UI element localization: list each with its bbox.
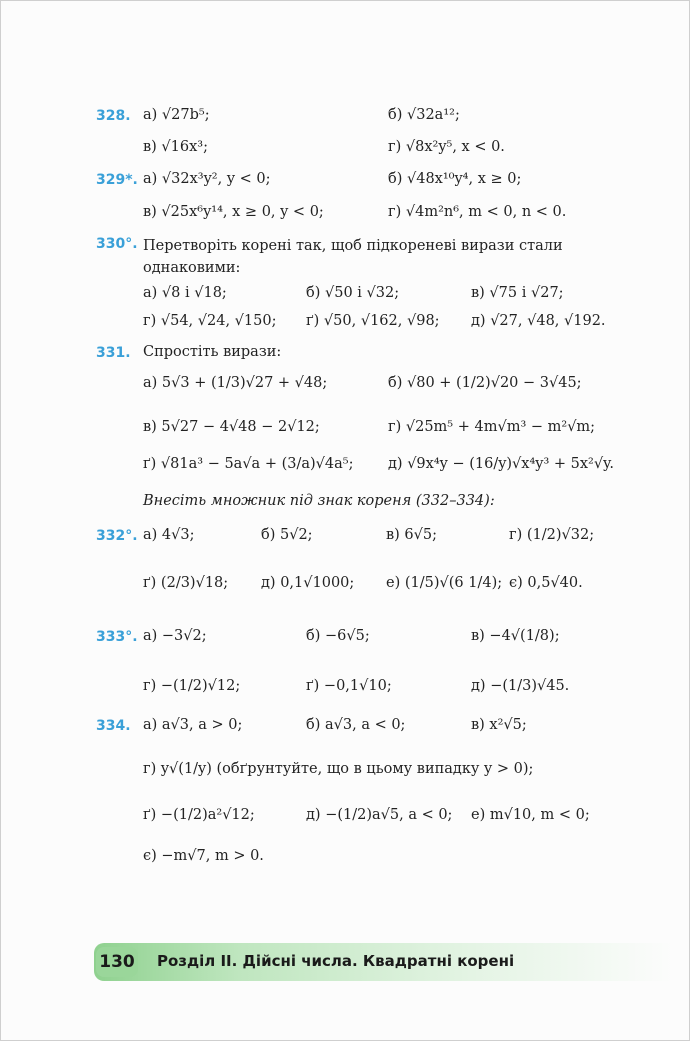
- exercise-item: а) √8 і √18;: [143, 285, 227, 301]
- exercise-item: г) √54, √24, √150;: [143, 313, 277, 329]
- exercise-item: г) (1/2)√32;: [509, 527, 595, 543]
- exercise-item: д) √27, √48, √192.: [471, 313, 606, 329]
- exercise-item: ґ) −(1/2)a²√12;: [143, 807, 255, 823]
- exercise-item: г) √4m²n⁶, m < 0, n < 0.: [388, 204, 567, 220]
- exercise-number: 329*.: [96, 172, 138, 188]
- exercise-item: г) √8x²y⁵, x < 0.: [388, 139, 505, 155]
- chapter-title: Розділ ІІ. Дійсні числа. Квадратні корені: [157, 952, 515, 970]
- exercise-item: г) √25m⁵ + 4m√m³ − m²√m;: [388, 419, 596, 435]
- exercise-item: в) √75 і √27;: [471, 285, 564, 301]
- exercise-item: б) 5√2;: [261, 527, 313, 543]
- exercise-item: д) −(1/2)a√5, a < 0;: [306, 807, 453, 823]
- exercise-item: д) 0,1√1000;: [261, 575, 355, 591]
- exercise-item: в) √25x⁶y¹⁴, x ≥ 0, y < 0;: [143, 204, 324, 220]
- exercise-item: б) √50 і √32;: [306, 285, 400, 301]
- exercise-item: а) −3√2;: [143, 628, 207, 644]
- exercise-item: б) a√3, a < 0;: [306, 717, 406, 733]
- exercise-item: д) √9x⁴y − (16/y)√x⁴y³ + 5x²√y.: [388, 456, 614, 472]
- exercise-number: 333°.: [96, 629, 138, 645]
- exercise-item: в) √16x³;: [143, 139, 208, 155]
- exercise-item: є) −m√7, m > 0.: [143, 848, 264, 864]
- exercise-item: а) 4√3;: [143, 527, 195, 543]
- exercise-item: е) m√10, m < 0;: [471, 807, 590, 823]
- exercise-item: б) √80 + (1/2)√20 − 3√45;: [388, 375, 582, 391]
- exercise-item: д) −(1/3)√45.: [471, 678, 570, 694]
- exercise-number: 334.: [96, 718, 131, 734]
- page-number: 130: [96, 947, 138, 977]
- exercise-item: ґ) −0,1√10;: [306, 678, 392, 694]
- exercise-number: 328.: [96, 108, 131, 124]
- exercise-item: в) 6√5;: [386, 527, 438, 543]
- exercise-number: 332°.: [96, 528, 138, 544]
- exercise-item: в) x²√5;: [471, 717, 527, 733]
- exercise-item: ґ) √81a³ − 5a√a + (3/a)√4a⁵;: [143, 456, 354, 472]
- exercise-item: в) −4√(1/8);: [471, 628, 560, 644]
- exercise-item: ґ) √50, √162, √98;: [306, 313, 440, 329]
- exercise-item: г) y√(1/y) (обґрунтуйте, що в цьому випадку y > 0);: [143, 761, 534, 777]
- exercise-number: 331.: [96, 345, 131, 361]
- exercise-item: б) −6√5;: [306, 628, 370, 644]
- section-intro: Внесіть множник під знак кореня (332–334):: [143, 493, 495, 509]
- exercise-item: б) √48x¹⁰y⁴, x ≥ 0;: [388, 171, 522, 187]
- exercise-item: а) √27b⁵;: [143, 107, 210, 123]
- exercise-item: в) 5√27 − 4√48 − 2√12;: [143, 419, 320, 435]
- exercise-instruction: Спростіть вирази:: [143, 344, 282, 360]
- exercise-number: 330°.: [96, 236, 138, 252]
- exercise-item: а) √32x³y², y < 0;: [143, 171, 271, 187]
- exercise-instruction: Перетворіть корені так, щоб підкореневі вирази стали однаковими:: [143, 238, 563, 276]
- exercise-item: а) 5√3 + (1/3)√27 + √48;: [143, 375, 328, 391]
- exercise-item: а) a√3, a > 0;: [143, 717, 243, 733]
- exercise-item: є) 0,5√40.: [509, 575, 583, 591]
- exercise-item: ґ) (2/3)√18;: [143, 575, 229, 591]
- exercise-item: б) √32a¹²;: [388, 107, 460, 123]
- exercise-item: г) −(1/2)√12;: [143, 678, 241, 694]
- exercise-item: е) (1/5)√(6 1/4);: [386, 575, 503, 591]
